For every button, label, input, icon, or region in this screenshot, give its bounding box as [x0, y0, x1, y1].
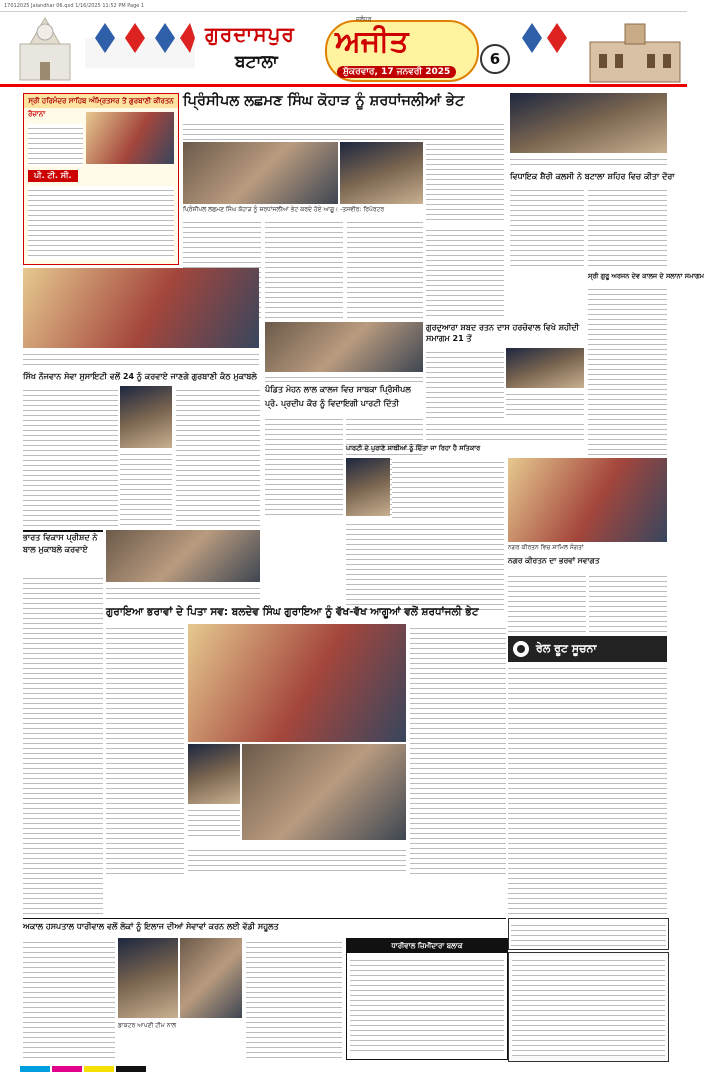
- college-headline-line2: ਪ੍ਰੋ. ਪ੍ਰਦੀਪ ਕੌਰ ਨੂੰ ਵਿਦਾਇਗੀ ਪਾਰਟੀ ਦਿੱਤੀ: [265, 399, 399, 408]
- temple-left-icon: [10, 14, 80, 84]
- gurdwara-headline: ਗੁਰਦੁਆਰਾ ਸ਼ਬਦ ਰਤਨ ਦਾਸ ਹਰਚੋਵਾਲ ਵਿਖੇ ਸ਼ਹੀਦੀ ਸਮਾਗਮ 21 ਤੋਂ: [426, 323, 580, 343]
- right-lower-col2: [589, 572, 667, 632]
- portrait-photo-2: [346, 458, 390, 516]
- left-mid-headline: ਸਿੱਖ ਨੌਜਵਾਨ ਸੇਵਾ ਸੁਸਾਇਟੀ ਵਲੋਂ 24 ਨੂੰ ਕਰਵਾਏ ਜਾਣਗੇ ਗੁਰਬਾਣੀ ਕੰਠ ਮੁਕਾਬਲੇ: [23, 372, 257, 381]
- phulkari-pattern-left-icon: [85, 18, 195, 78]
- gurdwara-photo: [506, 348, 584, 388]
- main-story-col2: [265, 218, 343, 318]
- mla-photo-caption: [510, 155, 667, 167]
- main-story-col3: [347, 218, 423, 318]
- bvp-photo: [106, 530, 260, 582]
- left-small-story-col: [23, 574, 103, 914]
- gurbani-box-text: [28, 124, 83, 166]
- ceremony-photo: [242, 744, 406, 840]
- rail-notice-title: ਰੇਲ ਰੂਟ ਸੂਚਨਾ: [536, 642, 597, 655]
- portrait-caption: [188, 806, 240, 840]
- college-photo: [265, 322, 423, 372]
- rail-notice-header: [508, 636, 667, 662]
- small-ad-text: [511, 921, 666, 947]
- masthead-rule: [0, 84, 687, 87]
- college-headline-line1: ਪੰਡਿਤ ਮੋਹਨ ਲਾਲ ਕਾਲਜ ਵਿਚ ਸਾਬਕਾ ਪ੍ਰਿੰਸੀਪਲ: [265, 385, 411, 394]
- contact-ad-box: [508, 952, 669, 1062]
- phulkari-pattern-right-icon: [512, 18, 572, 78]
- meeting-story-col2: [346, 520, 504, 610]
- gurdwara-story-col1: [426, 348, 504, 418]
- railway-logo-icon: [512, 640, 530, 658]
- right-story-col3: [588, 285, 667, 455]
- bottom-story-col1: [23, 938, 115, 1058]
- gurdwara-story-col3: [426, 420, 584, 442]
- nagar-kirtan-photo: [508, 458, 667, 542]
- right-story-col1: [510, 186, 584, 270]
- big-story-col3: [410, 624, 506, 874]
- main-story-col4: [426, 226, 504, 318]
- gurdwara-story-col2: [506, 390, 584, 418]
- contact-ad-text: [512, 956, 665, 1056]
- meeting-story-col: [392, 458, 504, 520]
- tribute-photo-1: [183, 142, 338, 204]
- college-photo-caption: [265, 374, 423, 382]
- page-number: 6: [480, 44, 510, 74]
- gurbani-schedule-text: [28, 186, 174, 260]
- tribute-photo-2: [340, 142, 423, 204]
- ptc-badge: ਪੀ. ਟੀ. ਸੀ.: [28, 170, 78, 182]
- bottom-headline: ਅਕਾਲ ਹਸਪਤਾਲ ਧਾਰੀਵਾਲ ਵਲੋਂ ਲੋਕਾਂ ਨੂੰ ਇਲਾਜ ਦੀਆਂ ਸੇਵਾਵਾਂ ਕਰਨ ਲਈ ਵੱਡੀ ਸਹੂਲਤ: [23, 922, 279, 931]
- print-slug: 17012025 Jalandhar 06.qxd 1/16/2025 11:52 PM Page 1: [0, 0, 687, 12]
- main-photo-caption: ਪ੍ਰਿੰਸੀਪਲ ਲਛਮਣ ਸਿੰਘ ਕੋਹਾੜ ਨੂੰ ਸ਼ਰਧਾਂਜਲੀਆਂ ਭੇਟ ਕਰਦੇ ਹੋਏ ਆਗੂ। -ਤਸਵੀਰ: ਰਿਪੋਰਟਰ: [183, 206, 385, 213]
- doctor-photo-caption: ਡਾਕਟਰ ਆਪਣੀ ਟੀਮ ਨਾਲ: [118, 1022, 177, 1029]
- portrait-photo-1: [120, 386, 172, 448]
- right-headline: ਵਿਧਾਇਕ ਸ਼ੈਰੀ ਕਲਸੀ ਨੇ ਬਟਾਲਾ ਸ਼ਹਿਰ ਵਿਚ ਕੀਤਾ ਦੌਰਾ: [510, 172, 675, 181]
- right-story-col2: [588, 186, 667, 270]
- notice-ad-box: [346, 938, 508, 1060]
- right-lower-col1: [508, 572, 586, 632]
- main-headline: ਪ੍ਰਿੰਸੀਪਲ ਲਛਮਣ ਸਿੰਘ ਕੋਹਾੜ ਨੂੰ ਸ਼ਰਧਾਂਜਲੀਆਂ ਭੇਟ: [183, 93, 465, 109]
- meeting-headline: ਪਾਰਟੀ ਦੇ ਪੁਰਾਣੇ ਸਾਥੀਆਂ ਨੂੰ ਦਿੱਤਾ ਜਾ ਰਿਹਾ ਹੈ ਸਤਿਕਾਰ: [346, 444, 481, 452]
- print-color-bar: [0, 1064, 687, 1074]
- notice-ad-title: ਧਾਰੀਵਾਲ ਜ਼ਿਮੀਂਦਾਰਾ ਬਲਾਕ: [347, 939, 507, 953]
- issue-date: ਸ਼ੁੱਕਰਵਾਰ, 17 ਜਨਵਰੀ 2025: [337, 66, 456, 78]
- gurbani-kirtan-box: [23, 93, 179, 265]
- bvp-photo-caption: [106, 584, 260, 600]
- gurbani-box-title: ਸ੍ਰੀ ਹਰਿਮੰਦਰ ਸਾਹਿਬ ਅੰਮ੍ਰਿਤਸਰ ਤੋਂ ਗੁਰਬਾਣੀ ਕੀਰਤਨ: [24, 94, 178, 108]
- big-headline: ਗੁਰਾਇਆ ਭਰਾਵਾਂ ਦੇ ਪਿਤਾ ਸਵ: ਬਲਦੇਵ ਸਿੰਘ ਗੁਰਾਇਆ ਨੂੰ ਵੱਖ-ਵੱਖ ਆਗੂਆਂ ਵਲੋਂ ਸ਼ਰਧਾਂਜਲੀ ਭੇਟ: [106, 606, 479, 618]
- brand-city: ਜਲੰਧਰ: [356, 16, 372, 23]
- portrait-photo-3: [188, 744, 240, 804]
- right-sub-headline: ਸ੍ਰੀ ਗੁਰੂ ਅਰਜਨ ਦੇਵ ਕਾਲਜ ਦੇ ਸਲਾਨਾ ਸਮਾਗਮ: [588, 272, 704, 280]
- ceremony-caption: [188, 846, 406, 874]
- edition-title: ਗੁਰਦਾਸਪੁਰ: [205, 22, 295, 46]
- gurbani-box-label: ਰੋਜ਼ਾਨਾ: [28, 110, 46, 118]
- divider-bottom: [23, 918, 506, 919]
- brand-logo: ਅਜੀਤ: [335, 24, 409, 59]
- mla-group-photo: [510, 93, 667, 153]
- shraddhanjali-photo: [188, 624, 406, 742]
- program-photo-caption: [23, 350, 259, 368]
- big-story-col1: [106, 624, 184, 874]
- program-photo: [23, 268, 259, 348]
- doctor-photo-1: [118, 938, 178, 1018]
- left-mid-col2: [120, 450, 172, 526]
- rail-notice-text: [508, 664, 667, 914]
- main-story-column-right: [426, 120, 504, 224]
- notice-ad-text: [350, 956, 504, 1054]
- right-lower-headline: ਨਗਰ ਕੀਰਤਨ ਦਾ ਭਰਵਾਂ ਸਵਾਗਤ: [508, 556, 600, 565]
- small-ad-box: [508, 918, 669, 950]
- bottom-story-col2: [246, 938, 342, 1058]
- college-story-col1: [265, 415, 343, 519]
- edition-subtitle: ਬਟਾਲਾ: [235, 52, 278, 72]
- left-mid-col3: [176, 386, 260, 526]
- left-mid-col1: [23, 386, 118, 526]
- nagar-kirtan-caption: ਨਗਰ ਕੀਰਤਨ ਵਿਚ ਸ਼ਾਮਿਲ ਸੰਗਤਾਂ: [508, 544, 584, 551]
- left-small-headline: ਭਾਰਤ ਵਿਕਾਸ ਪ੍ਰੀਸ਼ਦ ਨੇ ਬਾਲ ਮੁਕਾਬਲੇ ਕਰਵਾਏ: [23, 530, 103, 572]
- doctor-photo-2: [180, 938, 242, 1018]
- golden-temple-photo: [86, 112, 174, 164]
- heritage-building-icon: [585, 16, 685, 84]
